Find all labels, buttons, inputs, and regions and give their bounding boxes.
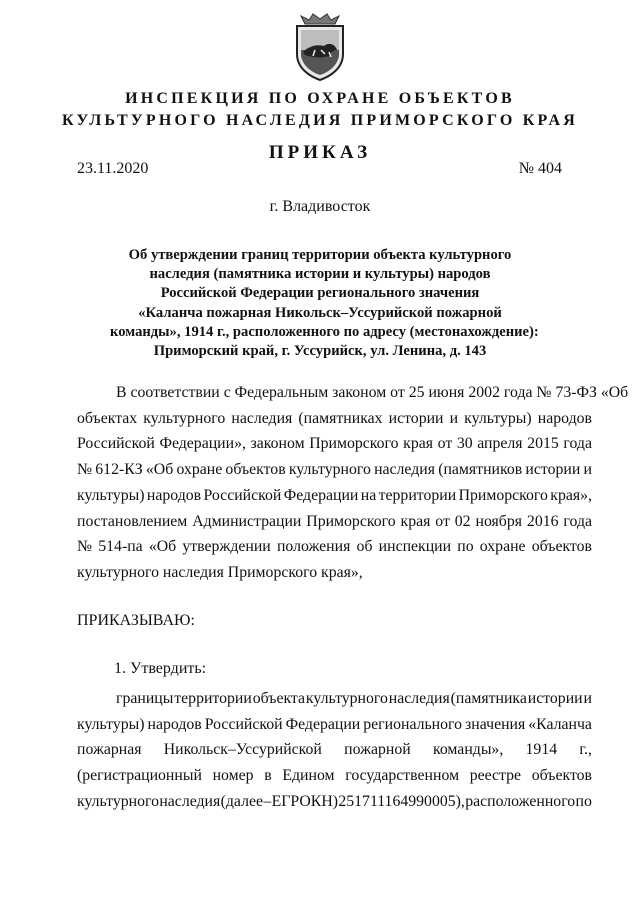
- word: ноября: [475, 512, 523, 530]
- word: культуры): [464, 409, 532, 427]
- word: народов: [147, 715, 202, 733]
- word: (далее: [220, 792, 263, 810]
- word: 612-КЗ: [95, 461, 143, 479]
- word: культурного: [77, 792, 159, 810]
- word: (памятниках: [298, 409, 383, 427]
- text-line: [77, 509, 592, 535]
- word: законом: [250, 435, 305, 453]
- word: расположенного: [465, 792, 576, 810]
- word: (регистрационный: [77, 767, 202, 785]
- word: инспекции: [378, 538, 452, 556]
- word: объектов: [531, 538, 592, 556]
- word: значения: [465, 715, 526, 733]
- word: наследия: [388, 690, 450, 707]
- word: апреля: [477, 435, 523, 453]
- item-1-paragraph: [77, 686, 592, 815]
- word: народов: [146, 486, 202, 504]
- word: и: [583, 461, 592, 479]
- word: ЕГРОКН): [271, 792, 338, 810]
- word: –: [263, 792, 272, 810]
- order-word: ПРИКАЗЫВАЮ:: [77, 612, 195, 629]
- word: истории: [527, 690, 583, 707]
- text-line: [77, 686, 592, 712]
- word: Федерации: [283, 486, 359, 504]
- word: утверждении: [182, 538, 271, 556]
- word: Российской: [204, 715, 283, 733]
- word: 2016: [526, 512, 559, 530]
- word: на: [360, 486, 377, 504]
- word: «Об: [145, 461, 174, 479]
- text-line: [77, 406, 592, 432]
- text-line: [77, 457, 592, 483]
- word: края: [403, 435, 434, 453]
- word: объектах: [77, 409, 138, 427]
- word: пожарной: [344, 741, 411, 759]
- item-1-label: 1. Утвердить:: [114, 660, 207, 677]
- word: номер: [212, 767, 254, 785]
- word: «Каланча: [528, 715, 592, 733]
- word: Приморского: [458, 486, 548, 504]
- city-name: г. Владивосток: [269, 198, 371, 215]
- text-line: [77, 534, 592, 560]
- subject-line: Приморский край, г. Уссурийск, ул. Ленина, д. 143: [153, 343, 487, 360]
- word: 514-па: [98, 538, 143, 556]
- word: охране: [176, 461, 223, 479]
- word: 02: [454, 512, 471, 530]
- word: года: [563, 512, 592, 530]
- word: границы: [116, 690, 174, 707]
- text-line: [77, 380, 629, 406]
- word: В соответствии с Федеральным законом от 25 июня 2002 года № 73-ФЗ «Об: [116, 384, 629, 401]
- word: истории: [388, 409, 444, 427]
- organization-name-line-2: КУЛЬТУРНОГО НАСЛЕДИЯ ПРИМОРСКОГО КРАЯ: [62, 112, 578, 129]
- word: №: [77, 538, 93, 556]
- order-subject: [110, 246, 539, 361]
- word: Федерации: [285, 715, 361, 733]
- word: культурного: [305, 690, 388, 707]
- word: Едином: [282, 767, 335, 785]
- text-line: [77, 789, 592, 815]
- word: народов: [537, 409, 592, 427]
- subject-line: команды», 1914 г., расположенного по адресу (местонахождение):: [110, 323, 539, 340]
- word: объекта: [252, 690, 306, 707]
- word: регионального: [363, 715, 463, 733]
- word: постановлением: [77, 512, 188, 530]
- text-line: [77, 712, 592, 738]
- subject-line: наследия (памятника истории и культуры) народов: [149, 266, 491, 283]
- text-line: [77, 560, 592, 586]
- word: (памятника: [450, 690, 527, 707]
- word: по: [575, 792, 592, 810]
- word: от: [435, 512, 450, 530]
- word: Российской: [203, 486, 282, 504]
- word: об: [356, 538, 373, 556]
- word: №: [77, 461, 93, 479]
- word: истории: [525, 461, 581, 479]
- word: и: [583, 690, 592, 707]
- word: культуры): [77, 486, 145, 504]
- text-line: [77, 431, 592, 457]
- word: по: [457, 538, 474, 556]
- word: и: [449, 409, 459, 427]
- organization-name-line-1: ИНСПЕКЦИЯ ПО ОХРАНЕ ОБЪЕКТОВ: [125, 90, 515, 107]
- word: государственном: [345, 767, 460, 785]
- subject-line: «Каланча пожарная Никольск–Уссурийской пожарной: [138, 304, 502, 321]
- preamble-paragraph: [77, 380, 629, 586]
- subject-line: Об утверждении границ территории объекта культурного: [128, 247, 512, 263]
- word: наследия: [159, 792, 221, 810]
- word: объектов: [225, 461, 286, 479]
- text-line: [77, 763, 592, 789]
- word: от: [437, 435, 453, 453]
- word: культурного наследия Приморского края»,: [77, 563, 363, 581]
- word: положения: [276, 538, 351, 556]
- word: наследия: [374, 461, 435, 479]
- word: пожарная: [77, 741, 142, 759]
- word: 1914: [525, 741, 558, 759]
- word: команды»,: [432, 741, 504, 759]
- word: Приморского: [309, 435, 399, 453]
- word: 2015: [527, 435, 559, 453]
- word: «Об: [148, 538, 177, 556]
- word: (памятников: [438, 461, 523, 479]
- text-line: [77, 483, 592, 509]
- word: края»,: [550, 486, 592, 504]
- word: 30: [456, 435, 473, 453]
- word: культуры): [77, 715, 145, 733]
- word: Никольск–Уссурийской: [163, 741, 322, 759]
- word: территории: [174, 690, 252, 707]
- order-number: № 404: [518, 160, 562, 177]
- word: Администрации: [192, 512, 302, 530]
- word: года: [563, 435, 592, 453]
- subject-line: Российской Федерации регионального значения: [160, 285, 480, 302]
- word: реестре: [469, 767, 522, 785]
- word: охране: [479, 538, 526, 556]
- text-line: [77, 737, 592, 763]
- word: Приморского: [306, 512, 396, 530]
- word: Федерации»,: [159, 435, 246, 453]
- word: объектов: [531, 767, 592, 785]
- word: культурного: [143, 409, 226, 427]
- document-type-title: ПРИКАЗ: [268, 142, 372, 163]
- word: наследия: [231, 409, 293, 427]
- word: культурного: [288, 461, 371, 479]
- order-date: 23.11.2020: [77, 160, 149, 177]
- word: в: [264, 767, 272, 785]
- word: территории: [378, 486, 457, 504]
- word: Российской: [77, 435, 155, 453]
- word: края: [400, 512, 431, 530]
- coat-of-arms-emblem: [291, 10, 349, 82]
- word: г.,: [579, 741, 592, 759]
- word: 251711164990005),: [338, 792, 465, 810]
